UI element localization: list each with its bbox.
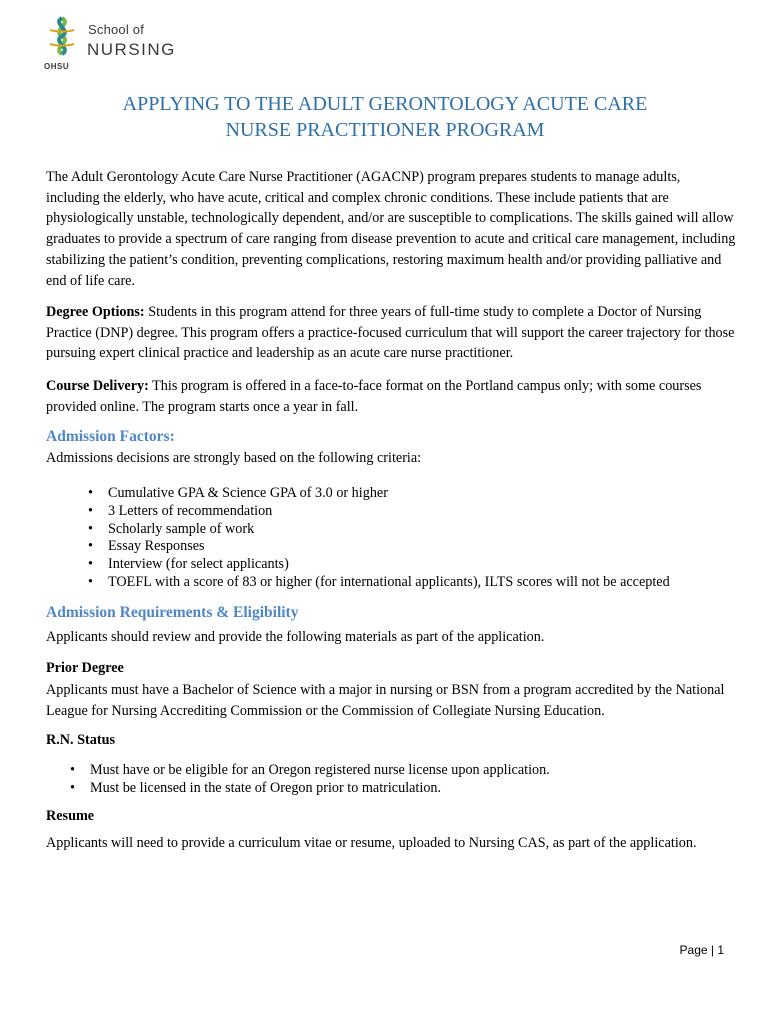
course-delivery-paragraph xyxy=(46,376,736,417)
rn-status-heading: R.N. Status xyxy=(46,732,115,748)
school-of-nursing-logo xyxy=(40,16,180,76)
resume-heading: Resume xyxy=(46,808,95,824)
page-title-line-2: NURSE PRACTITIONER PROGRAM xyxy=(225,119,545,141)
list-item: • Interview (for select applicants) xyxy=(88,556,670,574)
list-item: • Cumulative GPA & Science GPA of 3.0 or higher xyxy=(88,485,670,503)
logo-school-of-text: School of xyxy=(88,22,145,37)
intro-paragraph: The Adult Gerontology Acute Care Nurse Practitioner (AGACNP) program prepares students to manage adults, including the elderly, who have acute, critical and complex chronic conditions. These include patients that are physiologically unstable, technologically dependent, and/or are susceptible to complications. The skills gained will allow graduates to provide a spectrum of care ranging from disease prevention to acute and critical care management, including stabilizing the patient’s condition, preventing complications, restoring maximum health and/or providing palliative and end of life care. xyxy=(46,169,736,289)
course-delivery-text: This program is offered in a face-to-face format on the Portland campus only; with some courses provided online. The program starts once a year in fall. xyxy=(46,378,702,415)
list-item: • TOEFL with a score of 83 or higher (for international applicants), ILTS scores will not be accepted xyxy=(88,574,670,592)
admission-requirements-heading: Admission Requirements & Eligibility xyxy=(46,604,299,621)
admission-factors-list xyxy=(88,485,670,592)
list-item: • Essay Responses xyxy=(88,538,670,556)
page-title-line-1: APPLYING TO THE ADULT GERONTOLOGY ACUTE CARE xyxy=(122,93,648,115)
list-item: • Scholarly sample of work xyxy=(88,521,670,539)
list-item: • Must have or be eligible for an Oregon registered nurse license upon application. xyxy=(70,762,550,780)
rn-status-list xyxy=(70,762,550,798)
logo-ohsu-text: OHSU xyxy=(44,62,70,71)
degree-options-paragraph xyxy=(46,302,736,364)
logo-nursing-text: NURSING xyxy=(87,40,176,59)
list-item: • 3 Letters of recommendation xyxy=(88,503,670,521)
degree-options-label: Degree Options: xyxy=(46,304,145,320)
prior-degree-heading: Prior Degree xyxy=(46,660,124,676)
admission-requirements-intro: Applicants should review and provide the following materials as part of the application. xyxy=(46,629,545,645)
resume-paragraph: Applicants will need to provide a curriculum vitae or resume, uploaded to Nursing CAS, as part of the application. xyxy=(46,835,697,851)
course-delivery-label: Course Delivery: xyxy=(46,378,149,394)
admission-factors-heading: Admission Factors: xyxy=(46,428,175,445)
prior-degree-paragraph: Applicants must have a Bachelor of Science with a major in nursing or BSN from a program accredited by the National League for Nursing Accrediting Commission or the Commission of Collegiate Nursing Education. xyxy=(46,682,725,719)
list-item: • Must be licensed in the state of Oregon prior to matriculation. xyxy=(70,780,550,798)
degree-options-text: Students in this program attend for three years of full-time study to complete a Doctor of Nursing Practice (DNP) degree. This program offers a practice-focused curriculum that will support the career trajectory for those pursuing expert clinical practice and leadership as an acute care nurse practitioner. xyxy=(46,304,735,362)
page-number: Page | 1 xyxy=(679,943,724,957)
ohsu-helix-icon xyxy=(42,16,82,66)
admission-factors-intro: Admissions decisions are strongly based on the following criteria: xyxy=(46,450,422,466)
